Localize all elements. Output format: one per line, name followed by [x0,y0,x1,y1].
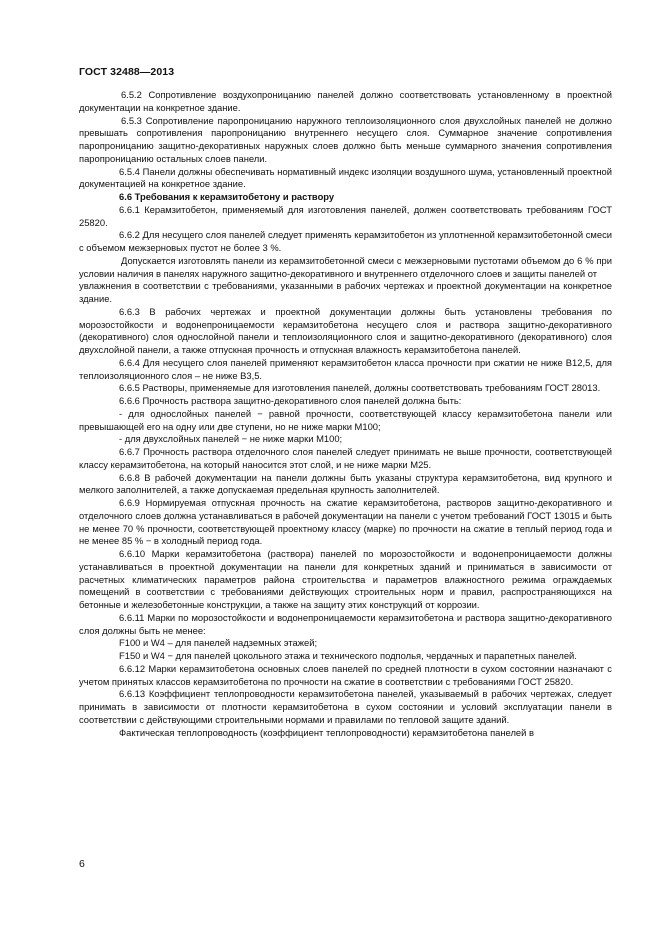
paragraph-6-6-11: 6.6.11 Марки по морозостойкости и водонепроницаемости керамзитобетона и раствора защитно-декоративного слоя должны быть не менее: [79,611,612,636]
document-body [79,89,612,739]
paragraph-6-6-1: 6.6.1 Керамзитобетон, применяемый для изготовления панелей, должен соответствовать требованиям ГОСТ 25820. [79,203,612,228]
list-item-single-layer: - для однослойных панелей − равной прочности, соответствующей классу керамзитобетона панели или превышающей его на одну или две ступени, но не ниже марки М100; [79,407,612,432]
paragraph-6-6-8: 6.6.8 В рабочей документации на панели должны быть указаны структура керамзитобетона, вид крупного и мелкого заполнителей, а также допускаемая предельная крупность заполнителей. [79,471,612,496]
paragraph-allowance: Допускается изготовлять панели из керамзитобетонной смеси с межзерновыми пустотами объемом до 6 % при условии наличия в панелях наружного защитно-декоративного и внутреннего отделочного слоев и защиты панелей от [79,254,612,279]
section-heading-6-6: 6.6 Требования к керамзитобетону и раствору [119,191,335,202]
list-item-double-layer: - для двухслойных панелей − не ниже марки М100; [119,433,343,445]
paragraph-6-5-2: 6.5.2 Сопротивление воздухопроницанию панелей должно соответствовать установленному в проектной документации на конкретное здание. [79,89,612,113]
paragraph-6-6-3: 6.6.3 В рабочих чертежах и проектной документации должны быть установлены требования по морозостойкости и водонепроницаемости керамзитобетона несущего слоя и раствора защитно-декоративного (декоративного) слоя однослойной панели и теплоизоляционного слоя и защитно-декоративного (декоративного) слоя двухслойной панели, а также отпускная прочность и отпускная влажность керамзитобетона панелей. [79,305,612,355]
paragraph-6-6-4: 6.6.4 Для несущего слоя панелей применяют керамзитобетон класса прочности при сжатии не ниже В12,5, для теплоизоляционного слоя – не ниже В3,5. [79,356,612,381]
paragraph-6-6-9: 6.6.9 Нормируемая отпускная прочность на сжатие керамзитобетона, растворов защитно-декоративного и отделочного слоев должна устанавливаться в рабочей документации на панели с учетом требований ГОСТ 13015 и быть не менее 70 % прочности, соответствующей проектному классу (марке) по прочности на сжатие в теплый период года и не менее 85 % − в холодный период года. [79,497,612,547]
list-item-f100-w4: F100 и W4 – для панелей надземных этажей; [119,637,318,649]
paragraph-6-6-10: 6.6.10 Марки керамзитобетона (раствора) панелей по морозостойкости и водонепроницаемости должны устанавливаться в проектной документации на панели для конкретных зданий и приниматься в зависимости от расчетных климатических параметров района строительства и параметров влажностного режима ограждаемых помещений в соответствии с требованиями действующих строительных норм и правил, распространяющихся на бетонные и железобетонные конструкции, а также на защиту этих конструкций от коррозии. [79,548,612,610]
paragraph-6-6-12: 6.6.12 Марки керамзитобетона основных слоев панелей по средней плотности в сухом состоянии назначают с учетом принятых классов керамзитобетона по прочности на сжатие в соответствии с требованиями ГОСТ 25820. [79,662,612,687]
page-header-title: ГОСТ 32488—2013 [79,66,175,78]
paragraph-6-6-6: 6.6.6 Прочность раствора защитно-декоративного слоя панелей должна быть: [119,395,462,406]
paragraph-6-6-2: 6.6.2 Для несущего слоя панелей следует применять керамзитобетон из уплотненной керамзитобетонной смеси с объемом межзерновых пустот не более 3 %. [79,229,612,253]
list-item-f150-w4: F150 и W4 − для панелей цокольного этажа и технического подполья, чердачных и парапетных панелей. [119,650,577,661]
paragraph-6-6-5: 6.6.5 Растворы, применяемые для изготовления панелей, должны соответствовать требованиям ГОСТ 28013. [119,382,601,394]
paragraph-6-6-13: 6.6.13 Коэффициент теплопроводности керамзитобетона панелей, указываемый в рабочих чертежах, следует принимать в зависимости от плотности керамзитобетона в сухом состоянии и условий эксплуатации панели в соответствии с действующими строительными нормами и правилами по тепловой защите зданий. [79,688,612,725]
paragraph-6-5-4: 6.5.4 Панели должны обеспечивать нормативный индекс изоляции воздушного шума, установленный проектной документацией на конкретное здание. [79,165,612,190]
paragraph-actual-conductivity: Фактическая теплопроводность (коэффициент теплопроводности) керамзитобетона панелей в [119,726,534,738]
paragraph-6-6-7: 6.6.7 Прочность раствора отделочного слоя панелей следует принимать не выше прочности, соответствующей классу керамзитобетона, на который наносится этот слой, и не ниже марки М25. [79,446,612,470]
paragraph-6-5-3: 6.5.3 Сопротивление паропроницанию наружного теплоизоляционного слоя двухслойных панелей не должно превышать сопротивления паропроницанию внутреннего несущего слоя. Суммарное значение сопротивления паропроницанию защитно-декоративных наружных слоев должно быть меньше суммарного значения сопротивления паропроницанию остальных слоев панели. [79,114,612,164]
paragraph-allowance-continued: увлажнения в соответствии с требованиями, указанными в рабочих чертежах и проектной документации на конкретное здание. [79,280,612,304]
page-number: 6 [79,858,85,870]
